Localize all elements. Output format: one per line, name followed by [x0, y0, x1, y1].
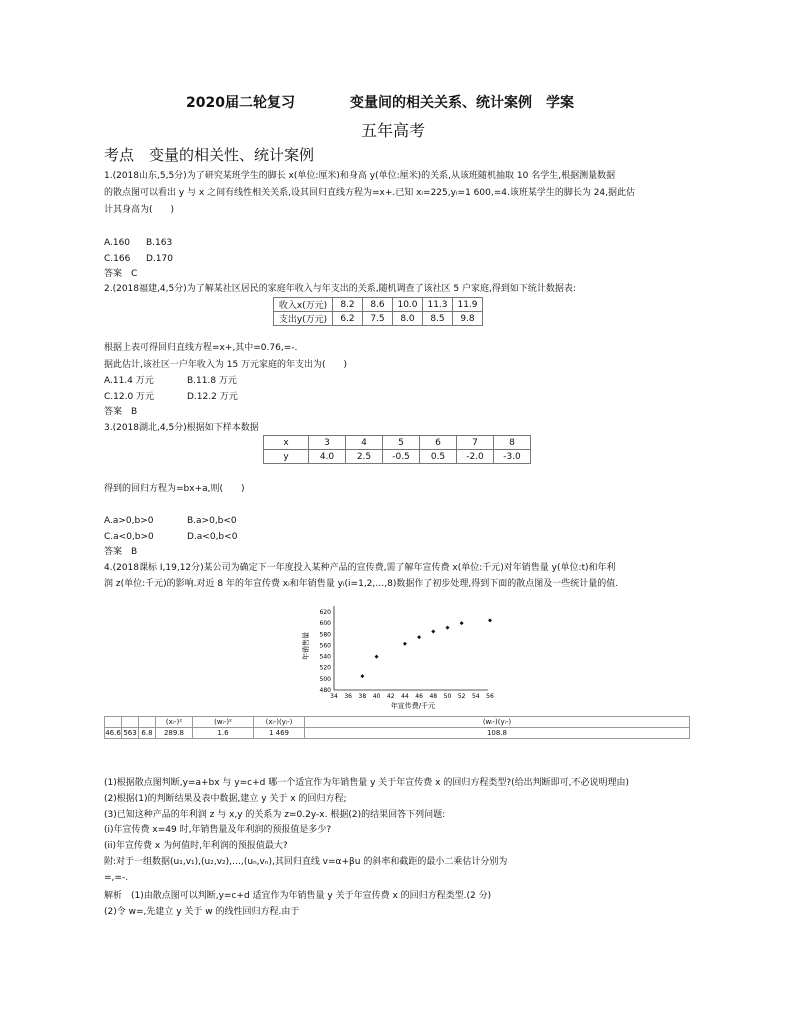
y-tick-label: 620 — [319, 609, 331, 616]
q3-line1: 3.(2018湖北,4,5分)根据如下样本数据 — [104, 423, 259, 433]
doc-subtitle: 五年高考 — [361, 121, 426, 140]
q4-solution-2: (2)令 w=,先建立 y 关于 w 的线性回归方程.由于 — [104, 907, 300, 917]
section-heading: 考点 变量的相关性、统计案例 — [104, 146, 315, 164]
q2-option-a: A.11.4 万元 — [104, 376, 154, 386]
table-cell: 6.8 — [139, 728, 156, 739]
x-tick-label: 46 — [415, 693, 423, 700]
q4-part1: (1)根据散点图判断,y=a+bx 与 y=c+d 哪一个适宜作为年销售量 y 关于年宣传费 x 的回归方程类型?(给出判断即可,不必说明理由) — [104, 778, 629, 788]
table-cell: (xᵢ-)² — [156, 717, 193, 728]
table-cell: 46.6 — [105, 729, 121, 737]
q2-line2: 根据上表可得回归直线方程=x+,其中=0.76,=-. — [104, 343, 298, 353]
q3-data-table — [263, 435, 531, 464]
data-point — [417, 635, 421, 639]
q3-option-a: A.a>0,b>0 — [104, 516, 154, 526]
doc-title-right: 变量间的相关关系、统计案例 学案 — [350, 95, 574, 111]
q1-line2: 的散点图可以看出 y 与 x 之间有线性相关关系,设其回归直线方程为=x+.已知 xᵢ=225,yᵢ=1 600,=4.该班某学生的脚长为 24,据此估 — [104, 188, 636, 198]
table-cell: x — [264, 436, 309, 450]
table-cell: y — [264, 450, 309, 464]
q4-note-line2: =,=-. — [104, 873, 129, 883]
table-cell: 563 — [123, 729, 137, 737]
y-tick-label: 560 — [319, 642, 331, 650]
table-cell: -0.5 — [383, 450, 420, 464]
x-tick-label: 50 — [443, 693, 452, 700]
x-tick-label: 44 — [401, 693, 409, 700]
table-cell: 8.2 — [333, 298, 363, 312]
q1-option-b: B.163 — [146, 238, 173, 248]
x-tick-label: 54 — [471, 693, 480, 700]
q1-line1: 1.(2018山东,5,5分)为了研究某班学生的脚长 x(单位:厘米)和身高 y(单位:厘米)的关系,从该班随机抽取 10 名学生,根据测量数据 — [104, 171, 616, 181]
table-cell: 6.2 — [333, 312, 363, 326]
table-cell: 3 — [309, 436, 346, 450]
table-row — [274, 298, 483, 312]
table-cell: 5 — [383, 436, 420, 450]
y-tick-label: 520 — [319, 664, 331, 672]
data-point — [488, 618, 492, 622]
q4-line2: 润 z(单位:千元)的影响.对近 8 年的年宣传费 xᵢ和年销售量 yᵢ(i=1,2,…,8)数据作了初步处理,得到下面的散点图及一些统计量的值. — [104, 579, 619, 589]
table-row — [105, 728, 690, 739]
table-cell: 11.3 — [423, 298, 453, 312]
x-tick-label: 52 — [457, 693, 466, 700]
y-tick-label: 580 — [319, 631, 331, 639]
y-axis-label: 年销售量 — [302, 632, 310, 660]
data-point — [403, 642, 407, 646]
table-cell: 7.5 — [363, 312, 393, 326]
q4-stats-table — [104, 716, 690, 739]
table-cell — [105, 717, 122, 728]
x-tick-label: 38 — [358, 693, 367, 700]
table-cell: 108.8 — [305, 728, 690, 739]
q4-part3-i: (i)年宣传费 x=49 时,年销售量及年利润的预报值是多少? — [104, 825, 332, 835]
data-point — [445, 626, 449, 630]
table-cell: 4.0 — [309, 450, 346, 464]
scatter-chart — [290, 600, 494, 712]
table-cell: 8.6 — [363, 298, 393, 312]
y-tick-label: 540 — [319, 653, 331, 661]
x-tick-label: 36 — [344, 693, 353, 700]
table-row — [264, 436, 531, 450]
q3-option-d: D.a<0,b<0 — [187, 532, 238, 542]
q3-answer: 答案 B — [104, 547, 138, 557]
q1-option-d: D.170 — [146, 254, 173, 264]
q1-answer: 答案 C — [104, 269, 138, 279]
table-cell: 0.5 — [420, 450, 457, 464]
q3-option-c: C.a<0,b>0 — [104, 532, 154, 542]
table-cell: 支出y(万元) — [274, 312, 333, 326]
q4-part2: (2)根据(1)的判断结果及表中数据,建立 y 关于 x 的回归方程; — [104, 794, 347, 804]
q4-solution-1: 解析 (1)由散点图可以判断,y=c+d 适宜作为年销售量 y 关于年宣传费 x 的回归方程类型.(2 分) — [104, 891, 492, 901]
table-row — [105, 717, 690, 728]
table-cell: 10.0 — [393, 298, 423, 312]
table-row — [274, 312, 483, 326]
table-cell: (wᵢ-)² — [193, 717, 254, 728]
q2-line3: 据此估计,该社区一户年收入为 15 万元家庭的年支出为( ) — [104, 360, 348, 370]
q3-line2: 得到的回归方程为=bx+a,则( ) — [104, 484, 245, 494]
table-cell: 8.0 — [393, 312, 423, 326]
q2-option-c: C.12.0 万元 — [104, 392, 155, 402]
table-cell: (xᵢ-)(yᵢ-) — [254, 717, 305, 728]
table-cell: 7 — [457, 436, 494, 450]
q4-part3: (3)已知这种产品的年利润 z 与 x,y 的关系为 z=0.2y-x. 根据(2)的结果回答下列问题: — [104, 810, 446, 820]
table-cell: -2.0 — [457, 450, 494, 464]
table-cell: -3.0 — [494, 450, 531, 464]
x-axis-label: 年宣传费/千元 — [390, 702, 436, 710]
x-tick-label: 48 — [429, 693, 438, 700]
table-cell: 收入x(万元) — [274, 298, 333, 312]
q2-line1: 2.(2018福建,4,5分)为了解某社区居民的家庭年收入与年支出的关系,随机调查了该社区 5 户家庭,得到如下统计数据表: — [104, 284, 576, 294]
q4-line1: 4.(2018课标 Ⅰ,19,12分)某公司为确定下一年度投入某种产品的宣传费,需了解年宣传费 x(单位:千元)对年销售量 y(单位:t)和年利 — [104, 563, 616, 573]
q1-option-a: A.160 — [104, 238, 131, 248]
q2-answer: 答案 B — [104, 407, 138, 417]
table-cell: 289.8 — [156, 728, 193, 739]
table-cell: 4 — [346, 436, 383, 450]
q3-option-b: B.a>0,b<0 — [187, 516, 237, 526]
doc-title-left: 2020届二轮复习 — [186, 95, 295, 111]
y-tick-label: 500 — [319, 675, 331, 683]
table-cell: 9.8 — [453, 312, 483, 326]
table-cell: 8 — [494, 436, 531, 450]
data-point — [460, 621, 464, 625]
table-cell — [139, 717, 156, 728]
q4-part3-ii: (ii)年宣传费 x 为何值时,年利润的预报值最大? — [104, 841, 288, 851]
y-tick-label: 600 — [319, 620, 331, 628]
q1-option-c: C.166 — [104, 254, 131, 264]
x-tick-label: 40 — [372, 693, 381, 700]
table-cell: (wᵢ-)(yᵢ-) — [305, 717, 690, 728]
q2-option-b: B.11.8 万元 — [187, 376, 237, 386]
x-tick-label: 56 — [486, 693, 494, 700]
table-cell: 1.6 — [193, 728, 254, 739]
q2-data-table — [273, 297, 483, 326]
q4-note-line1: 附:对于一组数据(u₁,v₁),(u₂,v₂),…,(uₙ,vₙ),其回归直线 v=α+βu 的斜率和截距的最小二乘估计分别为 — [104, 857, 508, 867]
q2-option-d: D.12.2 万元 — [187, 392, 238, 402]
data-point — [431, 630, 435, 634]
x-tick-label: 34 — [330, 693, 338, 700]
data-point — [375, 655, 379, 659]
table-cell — [122, 717, 139, 728]
table-cell: 1 469 — [254, 728, 305, 739]
table-cell: 2.5 — [346, 450, 383, 464]
x-tick-label: 42 — [386, 693, 395, 700]
q1-line3: 计其身高为( ) — [104, 205, 175, 215]
table-cell: 8.5 — [423, 312, 453, 326]
table-row — [264, 450, 531, 464]
data-point — [360, 674, 364, 678]
table-cell: 6 — [420, 436, 457, 450]
y-tick-label: 480 — [319, 687, 331, 694]
table-cell: 11.9 — [453, 298, 483, 312]
